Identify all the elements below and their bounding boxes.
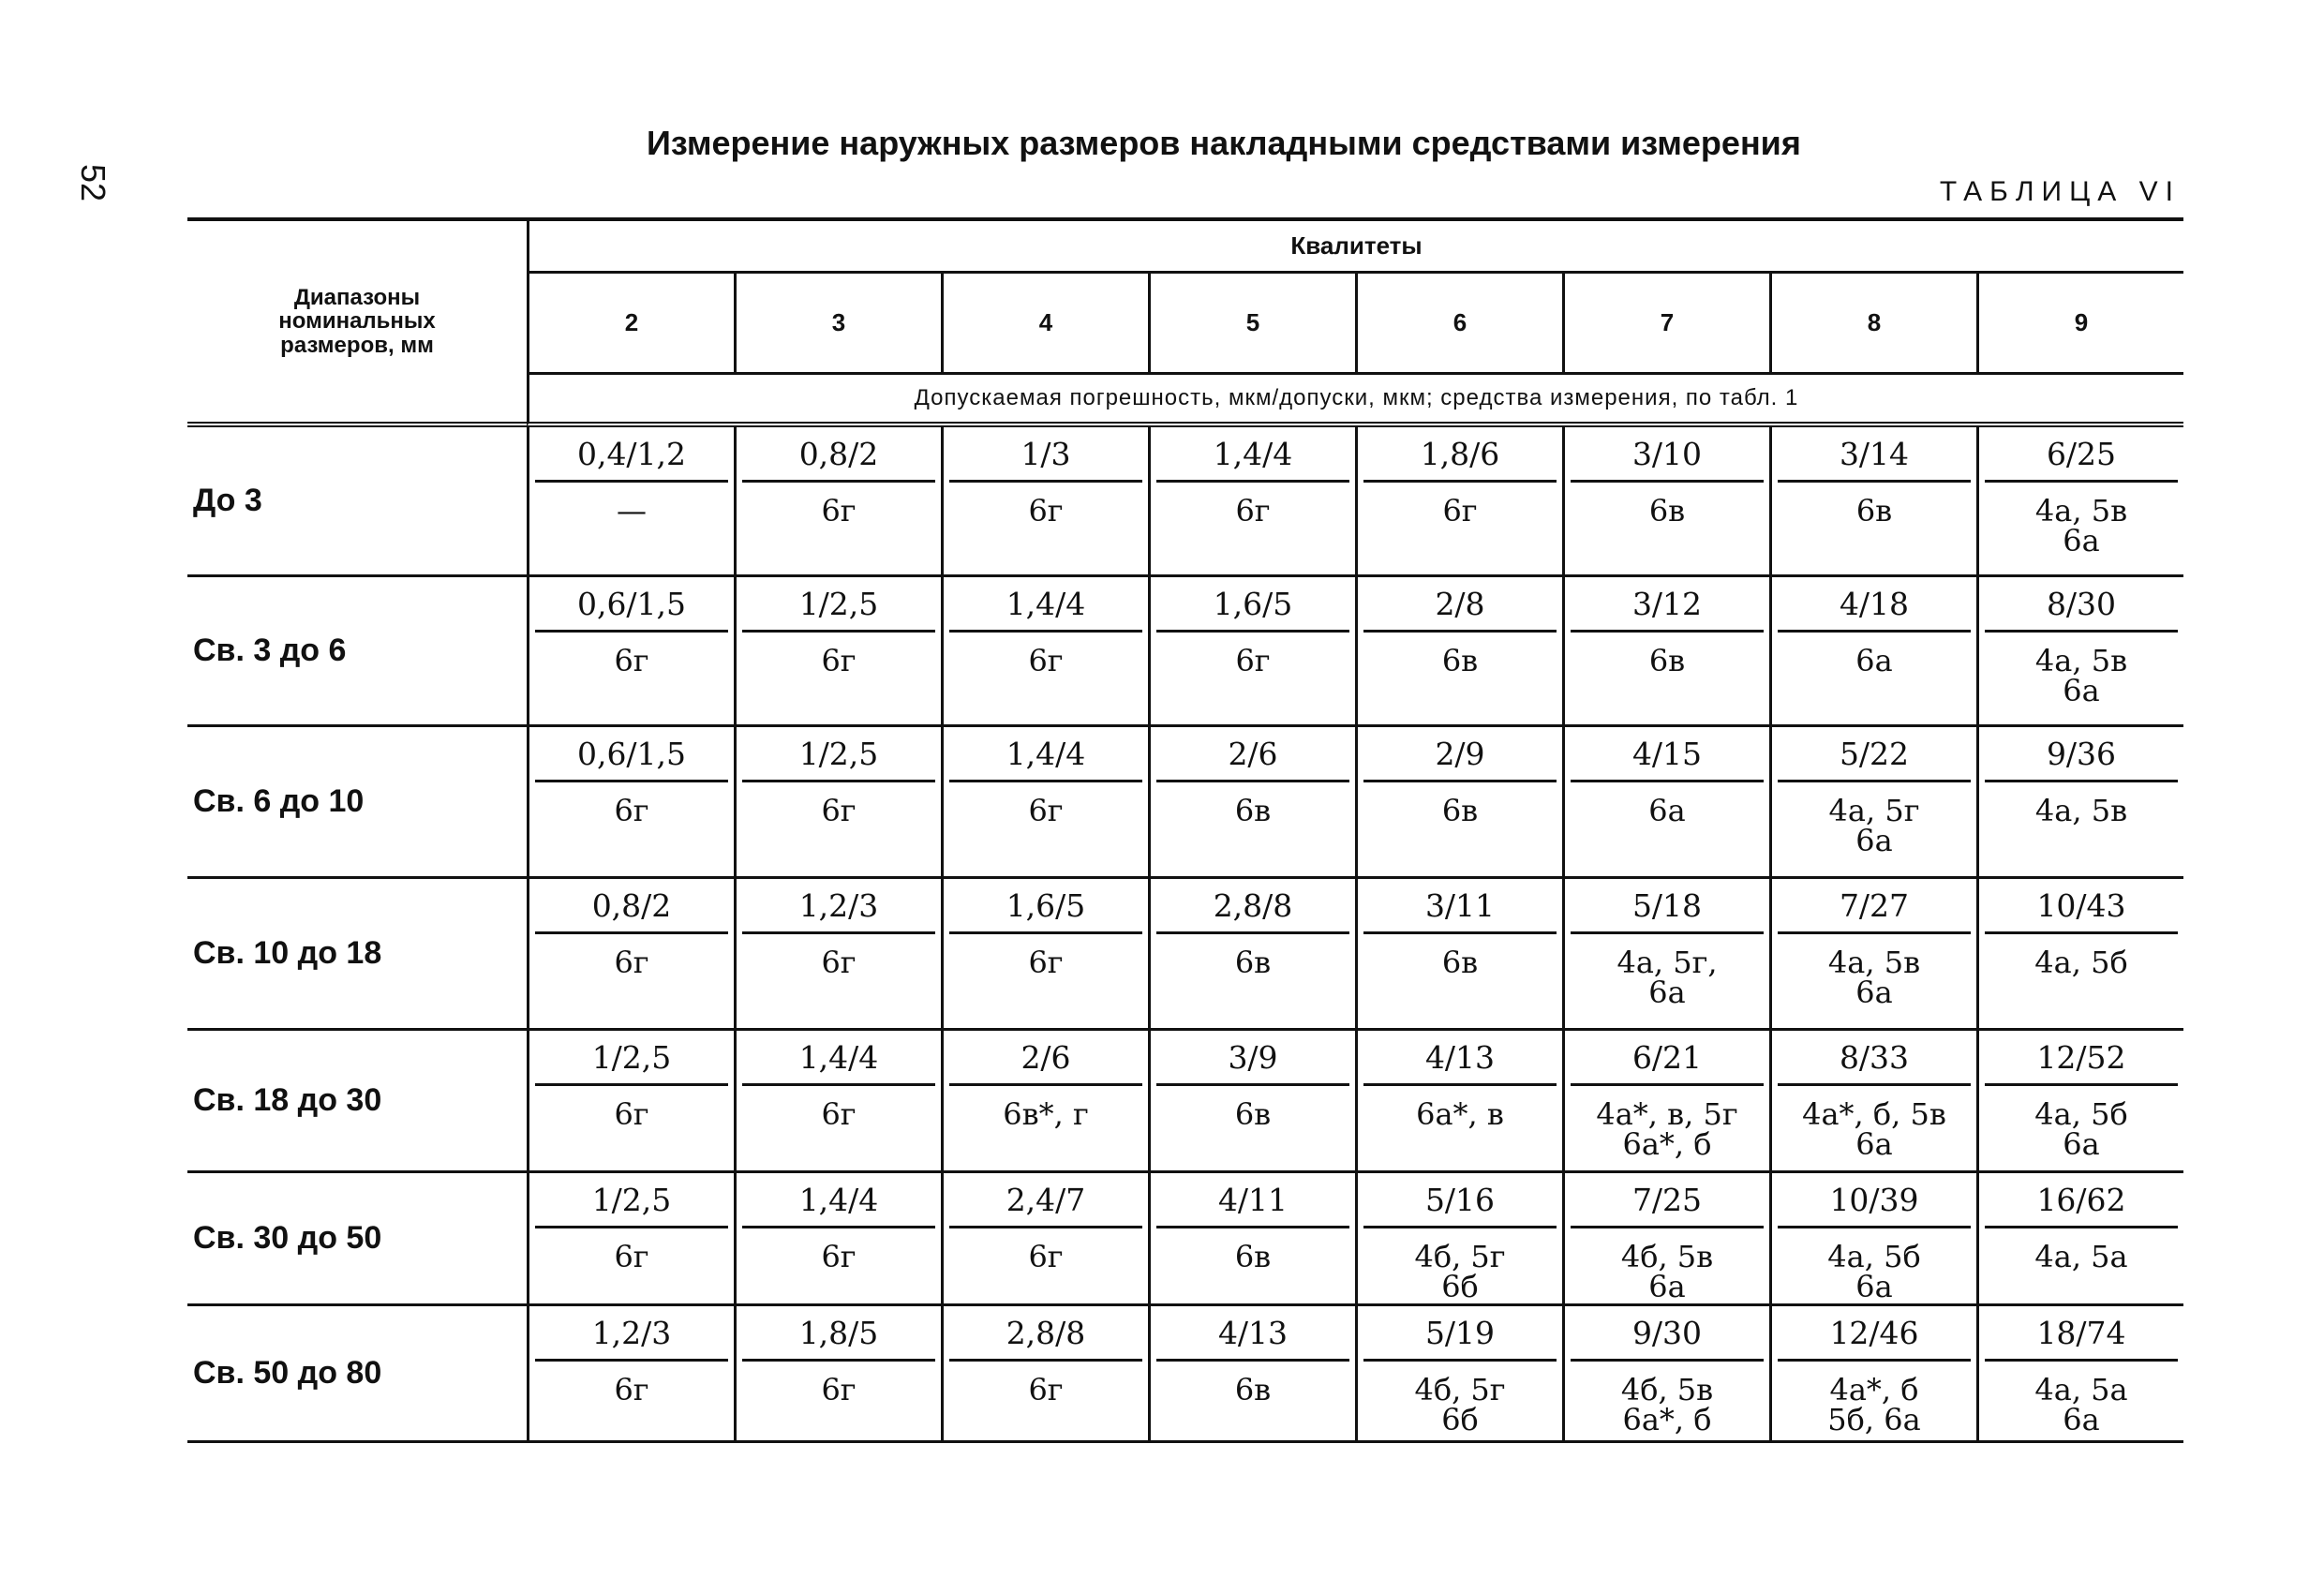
measurement-means: 6в: [1648, 643, 1686, 678]
measurement-means: 6а: [1648, 793, 1686, 828]
measurement-means: 6г: [1235, 643, 1271, 678]
table-cell: [734, 879, 941, 1031]
tolerance-value: 9/36: [1985, 727, 2178, 782]
table-cell: [734, 427, 941, 577]
tolerance-value: 18/74: [1985, 1306, 2178, 1362]
tolerance-value: 1,2/3: [742, 879, 935, 934]
table-cell: [1769, 879, 1976, 1031]
page-number: 52: [74, 164, 112, 202]
table-cell: [527, 879, 734, 1031]
table-cell: [527, 427, 734, 577]
table-cell: [1976, 1173, 2183, 1306]
measurement-means: 6г: [1028, 1372, 1064, 1407]
measurement-means: 6а: [1855, 643, 1893, 678]
tolerance-value: 1,6/5: [1156, 577, 1349, 633]
measurement-means: —: [617, 493, 647, 529]
table-cell: [1148, 577, 1355, 727]
tolerance-value: 2/9: [1363, 727, 1557, 782]
measurement-means: 4б, 5в 6а: [1620, 1239, 1714, 1304]
table-cell: [1769, 427, 1976, 577]
measurement-means: 4а, 5г, 6а: [1616, 945, 1718, 1010]
measurement-means: 6г: [1028, 1239, 1064, 1274]
table-cell: [1562, 1031, 1769, 1173]
tolerance-value: 1/2,5: [742, 577, 935, 633]
tolerance-value: 16/62: [1985, 1173, 2178, 1228]
header-range-line: номинальных: [278, 308, 436, 335]
tolerance-value: 2/6: [1156, 727, 1349, 782]
measurement-means: 6а*, в: [1416, 1096, 1504, 1132]
table-cell: [734, 1306, 941, 1443]
measurement-means: 6г: [614, 1239, 649, 1274]
table-cell: [1562, 1173, 1769, 1306]
table-cell: [1562, 427, 1769, 577]
header-grade: 2: [527, 274, 734, 375]
tolerance-value: 1/3: [949, 427, 1142, 483]
measurement-means: 6г: [1028, 945, 1064, 980]
tolerance-value: 1,4/4: [742, 1173, 935, 1228]
table-cell: [1355, 1173, 1562, 1306]
measurement-means: 6г: [821, 643, 857, 678]
tolerance-value: 10/39: [1778, 1173, 1971, 1228]
measurement-means: 4а, 5а 6а: [2034, 1372, 2128, 1437]
header-grade: 4: [941, 274, 1148, 375]
table-cell: [1769, 727, 1976, 879]
table-cell: [1355, 1031, 1562, 1173]
tolerance-value: 2/6: [949, 1031, 1142, 1086]
table-cell: [941, 427, 1148, 577]
measurement-means: 4а, 5б 6а: [1827, 1239, 1921, 1304]
table-cell: [734, 1173, 941, 1306]
table-cell: [527, 727, 734, 879]
measurement-means: 6г: [614, 1096, 649, 1132]
measurement-means: 6в: [1648, 493, 1686, 529]
measurement-means: 4а*, в, 5г 6а*, б: [1596, 1096, 1738, 1162]
measurement-means: 6г: [614, 945, 649, 980]
tolerance-value: 7/25: [1571, 1173, 1764, 1228]
tolerance-value: 1,4/4: [949, 577, 1142, 633]
tolerance-value: 0,6/1,5: [535, 577, 728, 633]
tolerance-value: 8/33: [1778, 1031, 1971, 1086]
measurement-means: 4б, 5г 6б: [1414, 1239, 1506, 1304]
header-qualities: Квалитеты: [527, 221, 2183, 274]
header-grade: 5: [1148, 274, 1355, 375]
table-cell: [1976, 577, 2183, 727]
measurement-means: 6г: [1442, 493, 1478, 529]
table-cell: [941, 879, 1148, 1031]
measurement-means: 6в: [1441, 643, 1479, 678]
measurement-means: 6в: [1234, 1096, 1272, 1132]
measurement-means: 6в: [1234, 1372, 1272, 1407]
tolerance-value: 7/27: [1778, 879, 1971, 934]
measurement-means: 4а, 5в 6а: [2034, 643, 2128, 708]
measurement-means: 6в: [1234, 793, 1272, 828]
measurement-means: 6г: [821, 493, 857, 529]
tolerance-value: 0,6/1,5: [535, 727, 728, 782]
tolerance-value: 0,8/2: [742, 427, 935, 483]
measurement-means: 4а, 5б 6а: [2034, 1096, 2128, 1162]
tolerance-value: 1/2,5: [535, 1031, 728, 1086]
table-cell: [941, 727, 1148, 879]
tolerance-value: 2/8: [1363, 577, 1557, 633]
tolerance-value: 4/18: [1778, 577, 1971, 633]
table-cell: [1769, 1173, 1976, 1306]
tolerance-value: 1,8/5: [742, 1306, 935, 1362]
tolerance-value: 8/30: [1985, 577, 2178, 633]
measurement-means: 6г: [1028, 793, 1064, 828]
header-range-line: Диапазоны: [293, 285, 421, 311]
measurement-means: 6г: [821, 1372, 857, 1407]
table-label: ТАБЛИЦА VI: [1939, 176, 2181, 207]
table-cell: [1148, 1173, 1355, 1306]
table-cell: [1769, 1031, 1976, 1173]
table-cell: [527, 1306, 734, 1443]
tolerance-value: 12/46: [1778, 1306, 1971, 1362]
table-cell: [1355, 1306, 1562, 1443]
tolerance-value: 2,8/8: [949, 1306, 1142, 1362]
tolerance-value: 2,4/7: [949, 1173, 1142, 1228]
measurement-means: 6г: [821, 1239, 857, 1274]
measurement-means: 6в: [1441, 793, 1479, 828]
tolerance-value: 5/16: [1363, 1173, 1557, 1228]
header-range-line: размеров, мм: [280, 332, 434, 358]
measurement-means: 6в: [1234, 1239, 1272, 1274]
table-cell: [1769, 1306, 1976, 1443]
table-cell: [1355, 577, 1562, 727]
measurement-means: 6г: [614, 643, 649, 678]
measurement-means: 6г: [821, 1096, 857, 1132]
tolerance-value: 4/11: [1156, 1173, 1349, 1228]
tolerance-value: 3/12: [1571, 577, 1764, 633]
measurement-means: 4а, 5г 6а: [1828, 793, 1920, 858]
header-note: Допускаемая погрешность, мкм/допуски, мкм; средства измерения, по табл. 1: [527, 375, 2183, 427]
row-range-label: Св. 6 до 10: [187, 727, 527, 879]
table-cell: [1355, 879, 1562, 1031]
tolerance-value: 10/43: [1985, 879, 2178, 934]
row-range-label: Св. 30 до 50: [187, 1173, 527, 1306]
table-cell: [1148, 1031, 1355, 1173]
measurement-means: 6г: [614, 1372, 649, 1407]
table-cell: [1355, 427, 1562, 577]
page-title: Измерение наружных размеров накладными средствами измерения: [647, 124, 1801, 162]
table-cell: [1976, 727, 2183, 879]
tolerance-value: 2,8/8: [1156, 879, 1349, 934]
table-cell: [527, 1031, 734, 1173]
tolerance-value: 9/30: [1571, 1306, 1764, 1362]
tolerance-value: 3/10: [1571, 427, 1764, 483]
measurement-means: 4а, 5в: [2034, 793, 2128, 828]
tolerance-table: [187, 217, 2183, 1443]
tolerance-value: 1/2,5: [535, 1173, 728, 1228]
table-cell: [527, 577, 734, 727]
tolerance-value: 3/9: [1156, 1031, 1349, 1086]
tolerance-value: 3/11: [1363, 879, 1557, 934]
measurement-means: 6г: [821, 793, 857, 828]
measurement-means: 6в: [1855, 493, 1893, 529]
measurement-means: 6в: [1441, 945, 1479, 980]
tolerance-value: 6/25: [1985, 427, 2178, 483]
measurement-means: 4а*, б, 5в 6а: [1802, 1096, 1946, 1162]
tolerance-value: 1,4/4: [742, 1031, 935, 1086]
header-grade: 3: [734, 274, 941, 375]
row-range-label: Св. 3 до 6: [187, 577, 527, 727]
measurement-means: 6г: [1028, 493, 1064, 529]
table-cell: [941, 1306, 1148, 1443]
table-cell: [734, 577, 941, 727]
table-cell: [941, 1031, 1148, 1173]
tolerance-value: 1,6/5: [949, 879, 1142, 934]
table-cell: [1562, 727, 1769, 879]
tolerance-value: 4/15: [1571, 727, 1764, 782]
header-grade: 6: [1355, 274, 1562, 375]
tolerance-value: 1,8/6: [1363, 427, 1557, 483]
tolerance-value: 4/13: [1363, 1031, 1557, 1086]
table-cell: [527, 1173, 734, 1306]
table-cell: [1976, 1031, 2183, 1173]
tolerance-value: 1,4/4: [1156, 427, 1349, 483]
table-cell: [734, 727, 941, 879]
tolerance-value: 6/21: [1571, 1031, 1764, 1086]
tolerance-value: 1,4/4: [949, 727, 1142, 782]
table-cell: [1976, 427, 2183, 577]
row-range-label: Св. 18 до 30: [187, 1031, 527, 1173]
tolerance-value: 5/22: [1778, 727, 1971, 782]
measurement-means: 4б, 5г 6б: [1414, 1372, 1506, 1437]
table-cell: [1976, 879, 2183, 1031]
tolerance-value: 1/2,5: [742, 727, 935, 782]
table-cell: [1562, 577, 1769, 727]
tolerance-value: 0,8/2: [535, 879, 728, 934]
tolerance-value: 3/14: [1778, 427, 1971, 483]
measurement-means: 4а, 5в 6а: [1827, 945, 1921, 1010]
measurement-means: 4а, 5в 6а: [2034, 493, 2128, 558]
measurement-means: 6в: [1234, 945, 1272, 980]
table-cell: [1148, 879, 1355, 1031]
measurement-means: 4а, 5б: [2034, 945, 2128, 980]
table-cell: [1769, 577, 1976, 727]
measurement-means: 4а*, б 5б, 6а: [1827, 1372, 1921, 1437]
measurement-means: 4а, 5а: [2034, 1239, 2128, 1274]
row-range-label: До 3: [187, 427, 527, 577]
table-cell: [941, 577, 1148, 727]
table-cell: [734, 1031, 941, 1173]
measurement-means: 4б, 5в 6а*, б: [1620, 1372, 1714, 1437]
row-range-label: Св. 10 до 18: [187, 879, 527, 1031]
table-cell: [1148, 427, 1355, 577]
header-grade: 8: [1769, 274, 1976, 375]
tolerance-value: 5/19: [1363, 1306, 1557, 1362]
table-cell: [1148, 1306, 1355, 1443]
table-cell: [1148, 727, 1355, 879]
measurement-means: 6г: [821, 945, 857, 980]
table-cell: [941, 1173, 1148, 1306]
tolerance-value: 4/13: [1156, 1306, 1349, 1362]
table-cell: [1562, 879, 1769, 1031]
measurement-means: 6в*, г: [1003, 1096, 1089, 1132]
measurement-means: 6г: [1235, 493, 1271, 529]
tolerance-value: 0,4/1,2: [535, 427, 728, 483]
table-cell: [1355, 727, 1562, 879]
header-grade: 9: [1976, 274, 2183, 375]
tolerance-value: 5/18: [1571, 879, 1764, 934]
measurement-means: 6г: [614, 793, 649, 828]
header-grade: 7: [1562, 274, 1769, 375]
table-cell: [1976, 1306, 2183, 1443]
measurement-means: 6г: [1028, 643, 1064, 678]
table-cell: [1562, 1306, 1769, 1443]
tolerance-value: 1,2/3: [535, 1306, 728, 1362]
tolerance-value: 12/52: [1985, 1031, 2178, 1086]
row-range-label: Св. 50 до 80: [187, 1306, 527, 1443]
header-range: [187, 221, 527, 427]
